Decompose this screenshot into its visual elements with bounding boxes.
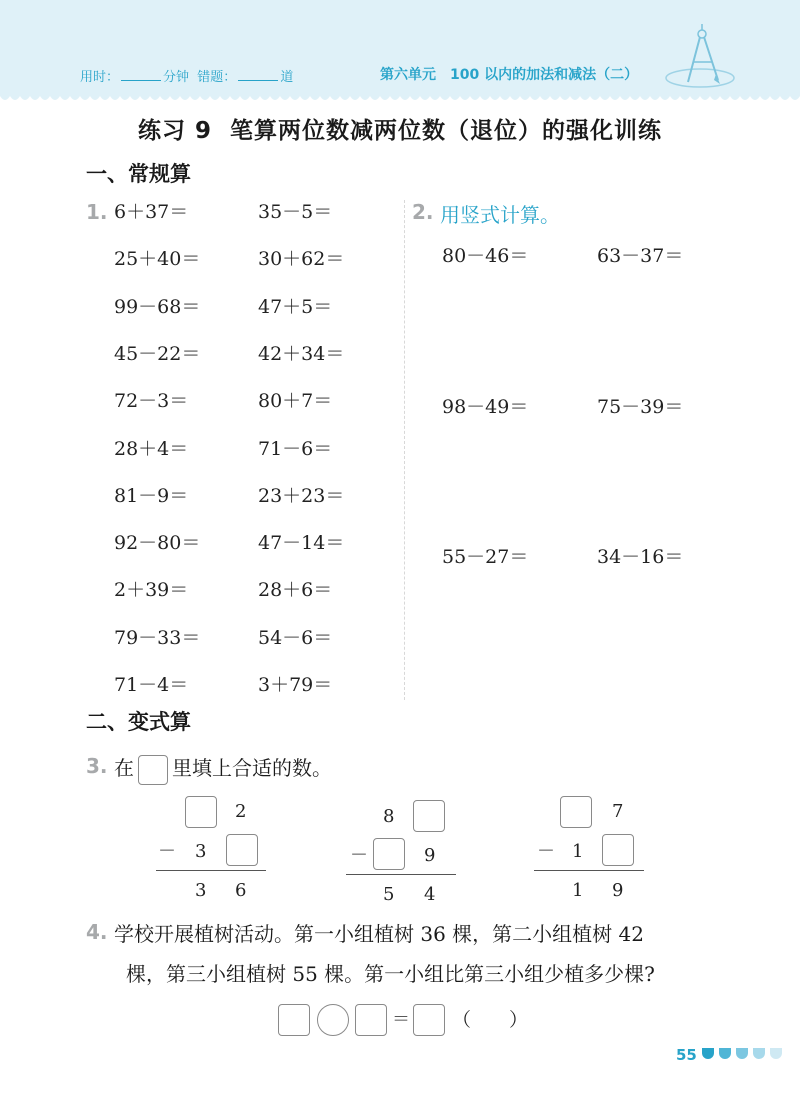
minus-sign: － — [350, 845, 368, 866]
q1-problem: 23＋23＝ — [258, 484, 345, 507]
section2-heading: 二、变式算 — [86, 710, 191, 734]
sum-line — [534, 870, 644, 871]
answer-box[interactable] — [373, 838, 405, 870]
progress-cup-icon — [719, 1048, 731, 1059]
q4-number: 4. — [86, 920, 108, 944]
q2-number: 2. — [412, 200, 434, 224]
digit: 3 — [195, 841, 207, 862]
unit-paren[interactable]: （ ） — [452, 1009, 529, 1031]
sum-line — [156, 870, 266, 871]
time-unit: 分钟 — [163, 70, 190, 85]
time-label: 用时： — [80, 70, 120, 85]
q1-problem: 79－33＝ — [114, 626, 201, 649]
answer-box-icon — [138, 755, 168, 785]
progress-cup-icon — [736, 1048, 748, 1059]
operator-circle[interactable] — [317, 1004, 349, 1036]
sum-line — [346, 874, 456, 875]
digit: 9 — [612, 880, 624, 901]
errors-blank[interactable] — [238, 67, 278, 81]
q1-problem: 28＋4＝ — [114, 437, 189, 460]
errors-unit: 道 — [280, 70, 294, 85]
section1-heading: 一、常规算 — [86, 162, 191, 186]
q1-problem: 71－6＝ — [258, 437, 333, 460]
digit: 6 — [235, 880, 247, 901]
q1-problem: 54－6＝ — [258, 626, 333, 649]
header-time-errors — [80, 66, 293, 85]
q2-instruction: 用竖式计算。 — [440, 203, 560, 227]
answer-box[interactable] — [278, 1004, 310, 1036]
q1-problem: 72－3＝ — [114, 390, 189, 413]
q1-problem: 80＋7＝ — [258, 390, 333, 413]
lesson-topic: 笔算两位数减两位数（退位）的强化训练 — [230, 118, 662, 144]
digit: 5 — [383, 884, 395, 905]
minus-sign: － — [158, 841, 176, 862]
q1-problem: 42＋34＝ — [258, 342, 345, 365]
q1-problem: 81－9＝ — [114, 484, 189, 507]
q2-problem: 80－46＝ — [442, 245, 529, 267]
q3-instruction — [114, 751, 332, 785]
q2-problem: 75－39＝ — [597, 396, 684, 418]
answer-box[interactable] — [560, 796, 592, 828]
progress-cup-icon — [702, 1048, 714, 1059]
q1-problem: 71－4＝ — [114, 674, 189, 696]
q4-line-2: 棵，第三小组植树 55 棵。第一小组比第三小组少植多少棵? — [126, 962, 655, 986]
q1-problem: 99－68＝ — [114, 295, 201, 318]
errors-label: 错题： — [197, 70, 237, 85]
q1-problem: 35－5＝ — [258, 201, 333, 223]
lesson-label: 练习 9 — [137, 118, 212, 144]
digit: 4 — [424, 884, 436, 905]
answer-box[interactable] — [185, 796, 217, 828]
time-blank[interactable] — [121, 67, 161, 81]
progress-cup-icon — [770, 1048, 782, 1059]
answer-box[interactable] — [602, 834, 634, 866]
q3-number: 3. — [86, 754, 108, 778]
answer-box[interactable] — [226, 834, 258, 866]
digit: 7 — [612, 801, 624, 822]
answer-box[interactable] — [355, 1004, 387, 1036]
page-title — [0, 112, 800, 145]
q3-text-after: 里填上合适的数。 — [172, 756, 332, 780]
q1-problem: 28＋6＝ — [258, 579, 333, 602]
q1-problem: 6＋37＝ — [114, 201, 189, 223]
answer-box[interactable] — [413, 1004, 445, 1036]
q2-problem: 63－37＝ — [597, 245, 684, 267]
q1-problem: 92－80＝ — [114, 532, 201, 555]
q1-problem: 2＋39＝ — [114, 579, 189, 602]
q2-problem: 55－27＝ — [442, 546, 529, 568]
q1-problem: 25＋40＝ — [114, 248, 201, 271]
minus-sign: － — [537, 841, 555, 862]
q3-text-before: 在 — [114, 756, 134, 780]
q2-problem: 34－16＝ — [597, 546, 684, 568]
q1-problem: 47＋5＝ — [258, 295, 333, 318]
digit: 3 — [195, 880, 207, 901]
equals-sign: ＝ — [392, 1009, 410, 1030]
compass-icon — [660, 22, 750, 92]
q4-line-1: 学校开展植树活动。第一小组植树 36 棵，第二小组植树 42 — [114, 922, 644, 946]
progress-cup-icon — [753, 1048, 765, 1059]
digit: 1 — [572, 841, 584, 862]
q1-problem: 45－22＝ — [114, 342, 201, 365]
digit: 1 — [572, 880, 584, 901]
q1-problem: 3＋79＝ — [258, 674, 333, 696]
digit: 2 — [235, 801, 247, 822]
q2-problem: 98－49＝ — [442, 396, 529, 418]
unit-title: 第六单元 100 以内的加法和减法（二） — [380, 67, 639, 83]
q1-problem: 47－14＝ — [258, 532, 345, 555]
digit: 9 — [424, 845, 436, 866]
page-number: 55 — [676, 1046, 697, 1064]
q1-number: 1. — [86, 200, 108, 224]
digit: 8 — [383, 806, 395, 827]
q1-problem: 30＋62＝ — [258, 248, 345, 271]
answer-box[interactable] — [413, 800, 445, 832]
column-divider — [404, 200, 405, 700]
